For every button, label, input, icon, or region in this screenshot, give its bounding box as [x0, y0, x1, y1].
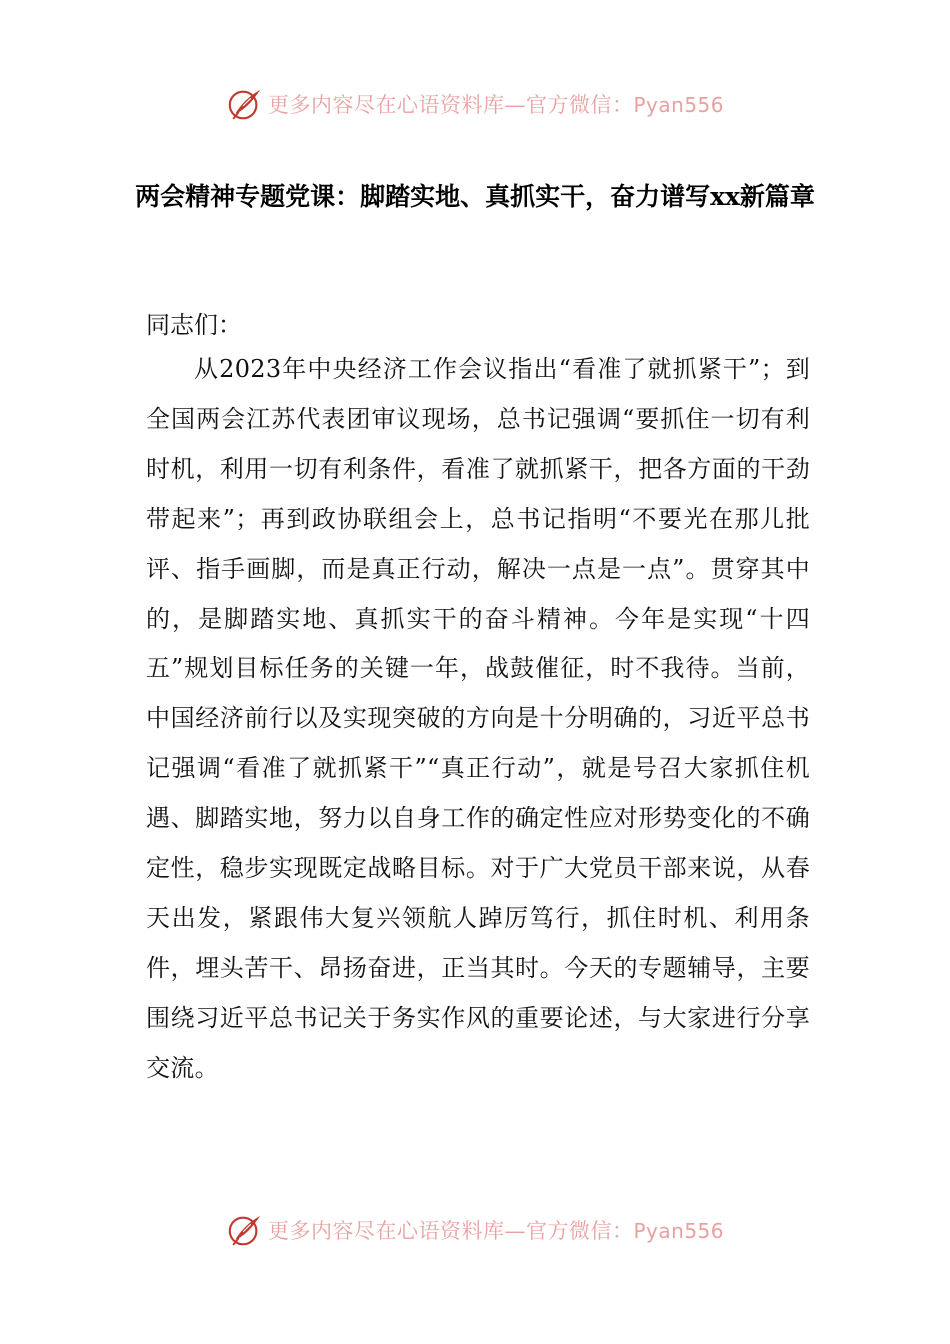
quill-pen-circle-logo-icon	[226, 85, 264, 123]
watermark-text	[268, 1215, 724, 1245]
footer-watermark-banner	[0, 1208, 950, 1252]
watermark-slogan: 更多内容尽在心语资料库—官方微信：	[267, 93, 634, 117]
watermark-slogan: 更多内容尽在心语资料库—官方微信：	[267, 1219, 634, 1243]
watermark-text	[268, 89, 724, 119]
body-paragraph: 从2023年中央经济工作会议指出“看准了就抓紧干”；到全国两会江苏代表团审议现场，总书记强调“要抓住一切有利时机，利用一切有利条件，看准了就抓紧干，把各方面的干劲带起来”；再到政协联组会上，总书记指明“不要光在那儿批评、指手画脚，而是真正行动，解决一点是一点”。贯穿其中的，是脚踏实地、真抓实干的奋斗精神。今年是实现“十四五”规划目标任务的关键一年，战鼓催征，时不我待。当前，中国经济前行以及实现突破的方向是十分明确的，习近平总书记强调“看准了就抓紧干”“真正行动”，就是号召大家抓住机遇、脚踏实地，努力以自身工作的确定性应对形势变化的不确定性，稳步实现既定战略目标。对于广大党员干部来说，从春天出发，紧跟伟大复兴领航人踔厉笃行，抓住时机、利用条件，埋头苦干、昂扬奋进，正当其时。今天的专题辅导，主要围绕习近平总书记关于务实作风的重要论述，与大家进行分享交流。	[146, 355, 810, 1082]
wechat-id: Pyan556	[633, 93, 724, 117]
quill-pen-circle-logo-icon	[226, 1211, 264, 1249]
document-title: 两会精神专题党课：脚踏实地、真抓实干，奋力谱写xx新篇章	[135, 182, 815, 211]
wechat-id: Pyan556	[633, 1219, 724, 1243]
header-watermark-banner	[0, 82, 950, 126]
greeting: 同志们：	[146, 311, 242, 339]
